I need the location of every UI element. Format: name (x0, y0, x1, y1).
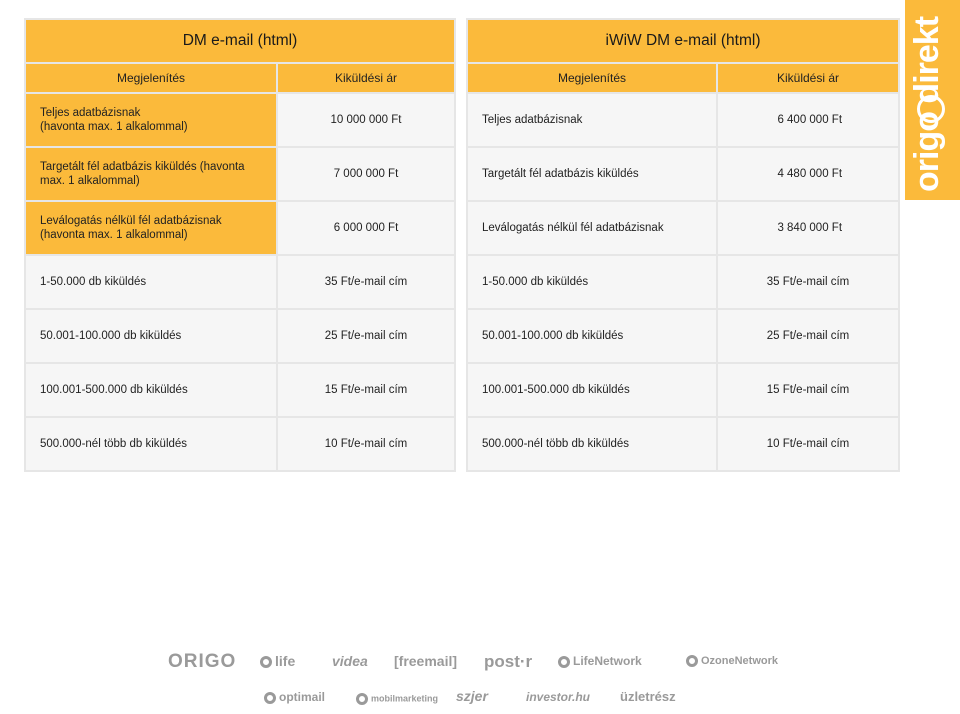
iwiw-email-price-table (466, 18, 900, 472)
iwiw-col-display-header: Megjelenítés (467, 63, 717, 93)
mobilmarketing-icon (356, 693, 368, 705)
logo-videa: videa (332, 653, 368, 669)
logo-origo: ORIGO (168, 651, 237, 672)
table-row (467, 417, 899, 471)
logo-optimail: optimail (264, 690, 325, 704)
logo-poster: post·r (484, 652, 533, 671)
logo-freemail: [freemail] (394, 653, 458, 669)
iwiw-tier-price: 10 Ft/e-mail cím (717, 417, 899, 471)
dm-package-name: Targetált fél adatbázis kiküldés (havonta max. 1 alkalommal) (25, 147, 277, 201)
table-row (25, 363, 455, 417)
iwiw-package-name: Teljes adatbázisnak (467, 93, 717, 147)
iwiw-col-price-header: Kiküldési ár (717, 63, 899, 93)
iwiw-tier-price: 35 Ft/e-mail cím (717, 255, 899, 309)
logo-uzletresz: üzletrész (620, 689, 676, 704)
dm-package-name: Leválogatás nélkül fél adatbázisnak (havonta max. 1 alkalommal) (25, 201, 277, 255)
table-row (467, 93, 899, 147)
dm-email-price-table (24, 18, 456, 472)
table-row (25, 201, 455, 255)
iwiw-package-price: 3 840 000 Ft (717, 201, 899, 255)
table-row (467, 309, 899, 363)
table-row (25, 309, 455, 363)
iwiw-tier-range: 100.001-500.000 db kiküldés (467, 363, 717, 417)
iwiw-table-title: iWiW DM e-mail (html) (467, 19, 899, 63)
table-row (25, 255, 455, 309)
iwiw-tier-price: 25 Ft/e-mail cím (717, 309, 899, 363)
iwiw-package-price: 4 480 000 Ft (717, 147, 899, 201)
iwiw-tier-range: 50.001-100.000 db kiküldés (467, 309, 717, 363)
dm-tier-range: 100.001-500.000 db kiküldés (25, 363, 277, 417)
dm-tier-price: 35 Ft/e-mail cím (277, 255, 455, 309)
dm-tier-range: 500.000-nél több db kiküldés (25, 417, 277, 471)
dm-tier-price: 10 Ft/e-mail cím (277, 417, 455, 471)
dm-package-price: 10 000 000 Ft (277, 93, 455, 147)
logo-life: life (260, 653, 295, 669)
table-row (25, 147, 455, 201)
dm-tier-range: 50.001-100.000 db kiküldés (25, 309, 277, 363)
iwiw-tier-price: 15 Ft/e-mail cím (717, 363, 899, 417)
brand-side-banner (905, 0, 960, 200)
iwiw-package-name: Targetált fél adatbázis kiküldés (467, 147, 717, 201)
table-row (467, 363, 899, 417)
logo-investor: investor.hu (526, 690, 591, 704)
table-row (467, 255, 899, 309)
lifenetwork-icon (558, 656, 570, 668)
dm-col-display-header: Megjelenítés (25, 63, 277, 93)
table-row (25, 417, 455, 471)
dm-tier-price: 15 Ft/e-mail cím (277, 363, 455, 417)
dm-package-price: 6 000 000 Ft (277, 201, 455, 255)
dm-tier-price: 25 Ft/e-mail cím (277, 309, 455, 363)
table-row (25, 93, 455, 147)
iwiw-tier-range: 500.000-nél több db kiküldés (467, 417, 717, 471)
logo-szjer: szjer (456, 688, 488, 704)
optimail-icon (264, 692, 276, 704)
logo-mobilmarketing: mobilmarketing (356, 693, 438, 705)
brand-logo: origo direkt (908, 16, 946, 192)
life-icon (260, 656, 272, 668)
logo-lifenetwork: LifeNetwork (558, 654, 642, 668)
dm-table-title: DM e-mail (html) (25, 19, 455, 63)
ozone-icon (686, 655, 698, 667)
dm-tier-range: 1-50.000 db kiküldés (25, 255, 277, 309)
table-row (467, 201, 899, 255)
iwiw-package-price: 6 400 000 Ft (717, 93, 899, 147)
iwiw-tier-range: 1-50.000 db kiküldés (467, 255, 717, 309)
dm-package-name: Teljes adatbázisnak (havonta max. 1 alkalommal) (25, 93, 277, 147)
iwiw-package-name: Leválogatás nélkül fél adatbázisnak (467, 201, 717, 255)
dm-package-price: 7 000 000 Ft (277, 147, 455, 201)
logo-ozonenetwork: OzoneNetwork (686, 655, 778, 667)
dm-col-price-header: Kiküldési ár (277, 63, 455, 93)
table-row (467, 147, 899, 201)
